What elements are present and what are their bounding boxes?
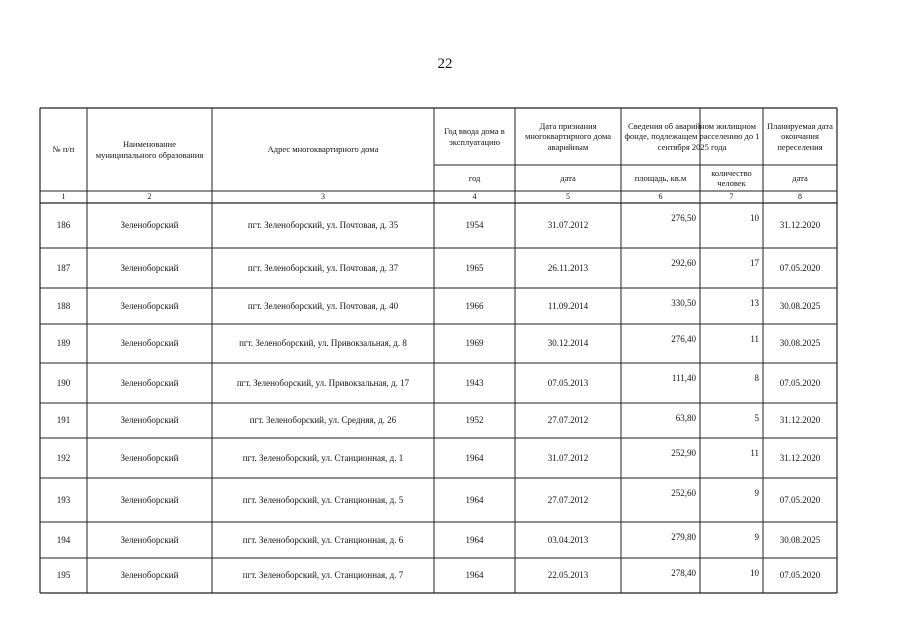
row-planned-date: 30.08.2025 xyxy=(779,338,821,349)
row-area: 279,80 xyxy=(671,532,696,542)
row-date: 26.11.2013 xyxy=(547,262,589,273)
row-date: 27.07.2012 xyxy=(547,415,589,426)
row-municipality: Зеленоборский xyxy=(120,300,179,311)
row-municipality: Зеленоборский xyxy=(120,415,179,426)
row-date: 03.04.2013 xyxy=(547,534,589,545)
header-num: № п/п xyxy=(52,144,75,155)
row-area: 252,60 xyxy=(671,488,696,498)
subheader-date: дата xyxy=(560,172,576,183)
row-area: 276,40 xyxy=(671,334,696,344)
row-address: пгт. Зеленоборский, ул. Привокзальная, д. 8 xyxy=(239,338,407,349)
row-address: пгт. Зеленоборский, ул. Средняя, д. 26 xyxy=(249,415,397,426)
header-recognition-date: Дата признания многоквартирного дома аварийным xyxy=(524,121,612,152)
row-number: 188 xyxy=(56,300,71,311)
subheader-area: площадь, кв.м xyxy=(634,172,687,183)
row-address: пгт. Зеленоборский, ул. Привокзальная, д. 17 xyxy=(236,377,410,388)
row-number: 189 xyxy=(56,338,71,349)
row-date: 27.07.2012 xyxy=(547,494,589,505)
subheader-year: год xyxy=(468,172,481,183)
row-address: пгт. Зеленоборский, ул. Станционная, д. 1 xyxy=(242,452,404,463)
row-people: 8 xyxy=(754,373,759,383)
column-number: 4 xyxy=(472,192,477,202)
row-year: 1969 xyxy=(465,338,484,349)
row-address: пгт. Зеленоборский, ул. Почтовая, д. 40 xyxy=(247,300,399,311)
row-planned-date: 07.05.2020 xyxy=(779,262,821,273)
row-address: пгт. Зеленоборский, ул. Почтовая, д. 35 xyxy=(247,220,399,231)
row-address: пгт. Зеленоборский, ул. Станционная, д. 7 xyxy=(242,570,404,581)
row-year: 1964 xyxy=(465,494,484,505)
row-year: 1952 xyxy=(465,415,484,426)
row-year: 1964 xyxy=(465,570,484,581)
row-people: 11 xyxy=(750,448,759,458)
row-municipality: Зеленоборский xyxy=(120,338,179,349)
row-municipality: Зеленоборский xyxy=(120,377,179,388)
row-people: 5 xyxy=(754,413,759,423)
column-number: 7 xyxy=(729,192,734,202)
header-address: Адрес многоквартирного дома xyxy=(267,144,379,155)
row-municipality: Зеленоборский xyxy=(120,534,179,545)
row-year: 1964 xyxy=(465,534,484,545)
row-date: 31.07.2012 xyxy=(547,452,589,463)
column-number: 1 xyxy=(61,192,66,202)
row-planned-date: 30.08.2025 xyxy=(779,534,821,545)
header-year: Год ввода дома в эксплуатацию xyxy=(444,126,505,147)
header-emergency-info: Сведения об аварийном жилищном фонде, подлежащем расселению до 1 сентября 2025 года xyxy=(624,121,760,152)
housing-table xyxy=(40,108,837,593)
row-number: 192 xyxy=(56,452,71,463)
row-number: 186 xyxy=(56,220,71,231)
row-people: 10 xyxy=(750,213,759,223)
row-number: 190 xyxy=(56,377,71,388)
row-address: пгт. Зеленоборский, ул. Станционная, д. 6 xyxy=(242,534,404,545)
subheader-people: количество человек xyxy=(711,167,752,188)
row-date: 11.09.2014 xyxy=(547,300,589,311)
column-number: 8 xyxy=(798,192,802,202)
row-people: 11 xyxy=(750,334,759,344)
row-number: 191 xyxy=(56,415,71,426)
row-planned-date: 07.05.2020 xyxy=(779,377,821,388)
row-municipality: Зеленоборский xyxy=(120,452,179,463)
row-number: 194 xyxy=(56,534,71,545)
row-year: 1965 xyxy=(465,262,484,273)
header-municipality: Наименование муниципального образования xyxy=(95,139,204,160)
row-date: 30.12.2014 xyxy=(547,338,589,349)
row-date: 07.05.2013 xyxy=(547,377,589,388)
row-address: пгт. Зеленоборский, ул. Станционная, д. 5 xyxy=(242,494,404,505)
row-people: 13 xyxy=(750,298,759,308)
row-year: 1964 xyxy=(465,452,484,463)
column-number: 2 xyxy=(147,192,152,202)
row-planned-date: 30.08.2025 xyxy=(779,300,821,311)
row-planned-date: 31.12.2020 xyxy=(779,452,821,463)
row-area: 278,40 xyxy=(671,568,696,578)
row-municipality: Зеленоборский xyxy=(120,570,179,581)
row-number: 193 xyxy=(56,494,71,505)
row-people: 10 xyxy=(750,568,759,578)
row-municipality: Зеленоборский xyxy=(120,494,179,505)
row-planned-date: 07.05.2020 xyxy=(779,494,821,505)
row-area: 276,50 xyxy=(671,213,696,223)
column-number: 3 xyxy=(321,192,325,202)
row-number: 195 xyxy=(56,570,71,581)
row-year: 1966 xyxy=(465,300,484,311)
row-people: 9 xyxy=(754,532,759,542)
row-area: 63,80 xyxy=(675,413,696,423)
column-number: 5 xyxy=(566,192,570,202)
subheader-planned: дата xyxy=(792,172,808,183)
row-planned-date: 31.12.2020 xyxy=(779,415,821,426)
row-area: 292,60 xyxy=(671,258,696,268)
row-number: 187 xyxy=(56,262,71,273)
row-address: пгт. Зеленоборский, ул. Почтовая, д. 37 xyxy=(247,262,399,273)
row-year: 1943 xyxy=(465,377,484,388)
row-planned-date: 31.12.2020 xyxy=(779,220,821,231)
row-municipality: Зеленоборский xyxy=(120,220,179,231)
column-number: 6 xyxy=(658,192,663,202)
row-people: 9 xyxy=(754,488,759,498)
row-municipality: Зеленоборский xyxy=(120,262,179,273)
row-area: 111,40 xyxy=(671,373,696,383)
row-planned-date: 07.05.2020 xyxy=(779,570,821,581)
row-area: 252,90 xyxy=(671,448,696,458)
row-people: 17 xyxy=(750,258,759,268)
row-date: 22.05.2013 xyxy=(547,570,589,581)
header-planned-date: Планируемая дата окончания переселения xyxy=(767,121,833,152)
row-year: 1954 xyxy=(465,220,484,231)
row-area: 330,50 xyxy=(671,298,696,308)
page-number: 22 xyxy=(437,56,453,72)
row-date: 31.07.2012 xyxy=(547,220,589,231)
